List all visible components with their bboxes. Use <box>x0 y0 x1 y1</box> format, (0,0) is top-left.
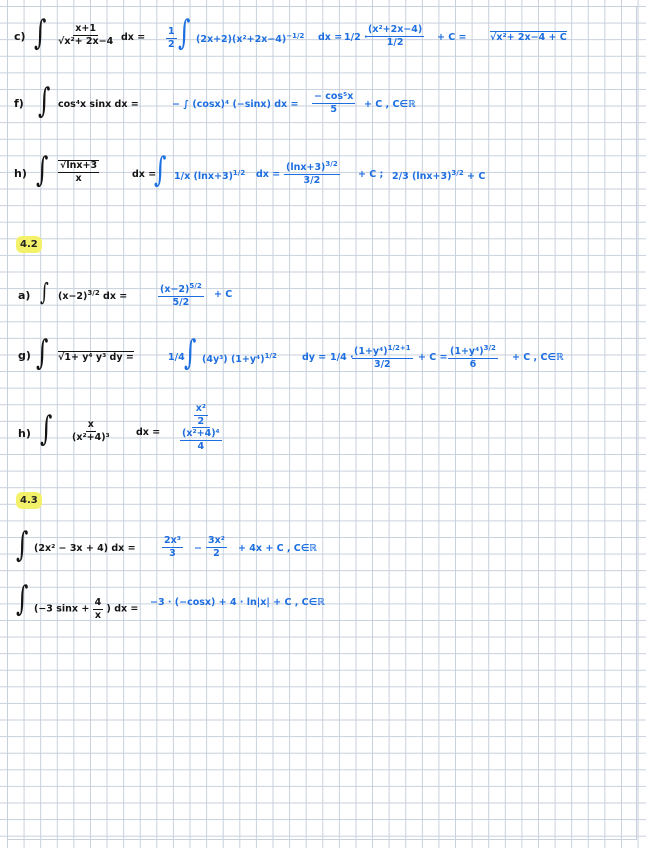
integral-sign-icon: ∫ <box>36 333 49 373</box>
problem-label: g) <box>18 349 31 362</box>
coefficient: 1/2 · <box>344 32 368 43</box>
plus-c: + C = <box>437 32 467 43</box>
term-fraction: $\frac{\text{3x²}}{2}$ <box>208 535 225 559</box>
integrand: √1+ y⁴ y³ dy = <box>58 352 134 363</box>
problem-label: h) <box>18 427 31 440</box>
constant-tail: + C ; <box>358 169 384 180</box>
integrand: $(x-2)^{3/2}$ dx = <box>58 289 128 303</box>
coefficient: 1/4 <box>168 352 185 363</box>
section-heading: 4.3 <box>16 492 42 509</box>
result-fraction: $\frac{\text{(x²+2x−4)}}{1/2}$ <box>368 24 423 48</box>
dy-equals: dy = <box>302 352 327 363</box>
integrand-body: 1/x $(\ln x+3)^{1/2}$ <box>174 169 246 183</box>
constant-tail: + 4x + C , C∈ℝ <box>238 543 317 554</box>
compound-fraction: $\frac{\frac{\text{x²}}{2}}{\frac{\text{(x²+4)⁴}}{4}}$ <box>182 403 220 452</box>
problem-label: c) <box>14 30 26 43</box>
plus-c: + C = <box>418 352 448 363</box>
problem-label: h) <box>14 167 27 180</box>
dx-equals: dx = <box>256 169 281 180</box>
integrand: $\frac{x+1}{\text{√x²+ 2x−4}}$ <box>58 23 114 47</box>
integrand: (2x² − 3x + 4) dx = <box>34 543 136 554</box>
integral-sign-icon: ∫ <box>184 333 197 373</box>
integral-sign-icon: ∫ <box>38 81 51 121</box>
final-answer: √x²+ 2x−4 + C <box>490 32 567 43</box>
result-fraction: $\frac{(1+y^4)^{1/2+1}}{3/2}$ <box>354 344 411 370</box>
alternative-form: 2/3 $(\ln x+3)^{3/2} + C$ <box>392 169 486 183</box>
integrand-body: (4y³) $(1+y^4)^{1/2}$ <box>202 352 277 366</box>
problem-label: f) <box>14 97 24 110</box>
dx-equals: dx = <box>318 32 343 43</box>
constant-tail: + C , C∈ℝ <box>364 99 416 110</box>
integral-sign-icon: ∫ <box>40 409 53 449</box>
result-fraction: $\frac{(\ln x+3)^{3/2}}{3/2}$ <box>286 160 338 186</box>
integrand-body: $(2x+2)(x^2+2x-4)^{-1/2}$ <box>196 32 305 46</box>
constant-tail: + C <box>214 289 233 300</box>
integral-sign-icon: ∫ <box>36 150 49 190</box>
integrand: $\frac{x}{\text{(x²+4)³}}$ <box>72 419 110 443</box>
simplified-fraction: $\frac{(1+y^4)^{3/2}}{6}$ <box>450 344 496 370</box>
result-fraction: $\frac{(x-2)^{5/2}}{5/2}$ <box>160 282 202 308</box>
integral-sign-icon: ∫ <box>16 579 29 619</box>
integral-sign-icon: ∫ <box>40 278 49 306</box>
rewritten-integral: − ∫ (cosx)⁴ (−sinx) dx = <box>172 99 299 110</box>
integral-sign-icon: ∫ <box>34 13 47 53</box>
dx-equals: dx = <box>136 427 161 438</box>
dx-equals: dx = <box>132 169 157 180</box>
antiderivative: −3 · (−cosx) + 4 · ln|x| + C , C∈ℝ <box>150 597 325 608</box>
integral-sign-icon: ∫ <box>16 525 29 565</box>
integral-sign-icon: ∫ <box>178 13 191 53</box>
problem-label: a) <box>18 289 31 302</box>
operator: − <box>194 543 202 554</box>
result-fraction: $\frac{\text{− cos⁵x}}{5}$ <box>314 91 354 115</box>
coefficient: $\frac{1}{2}$ <box>168 26 175 50</box>
dx-equals: dx = <box>121 32 146 43</box>
constant-tail: + C , C∈ℝ <box>512 352 564 363</box>
integrand: cos⁴x sinx dx = <box>58 99 139 110</box>
integral-sign-icon: ∫ <box>154 150 167 190</box>
section-heading: 4.2 <box>16 236 42 253</box>
integrand: (−3 sinx + $\frac{4}{x}$ ) dx = <box>34 597 139 621</box>
integrand: $\frac{√\ln x+3}{x}$ <box>60 160 98 184</box>
term-fraction: $\frac{\text{2x³}}{3}$ <box>164 535 181 559</box>
coefficient: 1/4 · <box>330 352 354 363</box>
